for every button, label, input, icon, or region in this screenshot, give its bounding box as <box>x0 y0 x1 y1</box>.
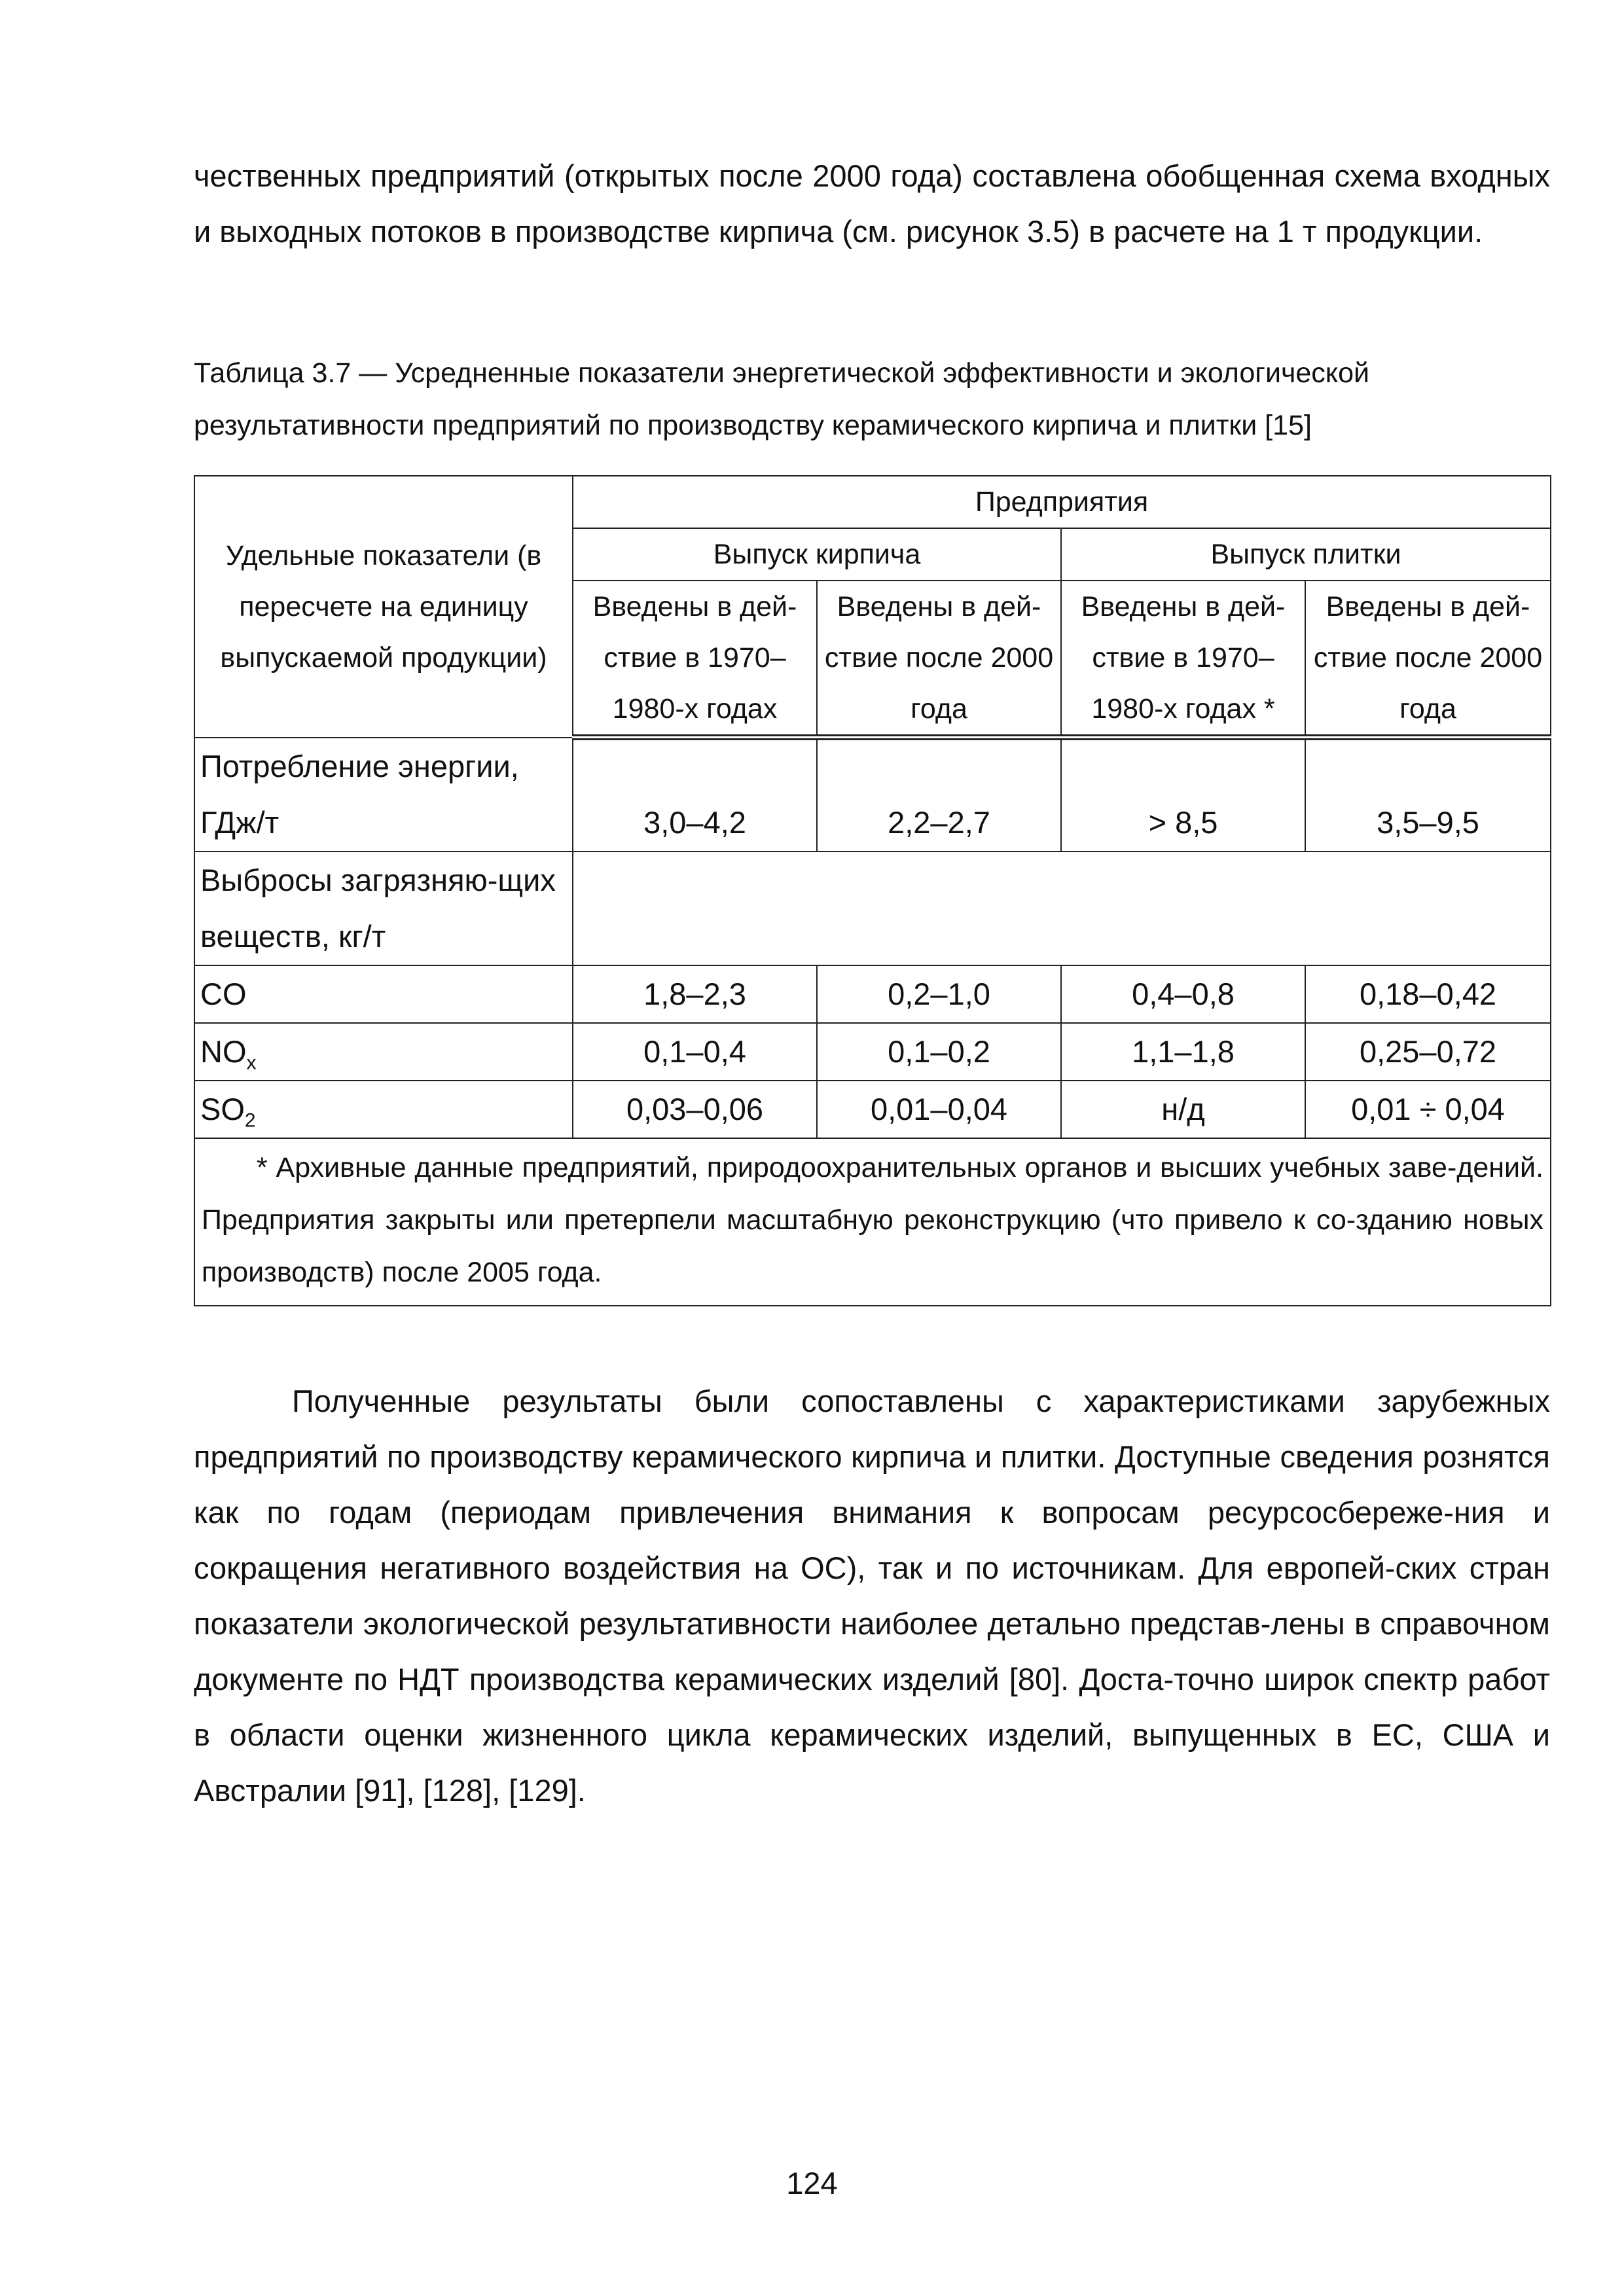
nox-value: 0,1–0,2 <box>817 1023 1061 1081</box>
nox-label: $NO_x$ <box>194 1023 573 1081</box>
nox-value: 1,1–1,8 <box>1061 1023 1305 1081</box>
so2-value: 0,03–0,06 <box>573 1081 817 1138</box>
row-header-cell: Удельные показатели (в пересчете на единицу выпускаемой продукции) <box>194 476 573 738</box>
table-row <box>194 1081 1551 1138</box>
table-caption: Таблица 3.7 — Усредненные показатели энергетической эффективности и экологической результативности предприятий по производству керамического кирпича и плитки [15] <box>194 357 1370 441</box>
energy-label: Потребление энергии, ГДж/т <box>194 738 573 852</box>
intro-paragraph: чественных предприятий (открытых после 2000 года) составлена обобщенная схема входных и выходных потоков в производстве кирпича (см. рисунок 3.5) в расчете на 1 т продукции. <box>194 158 1550 249</box>
emissions-label: Выбросы загрязняю-щих веществ, кг/т <box>194 852 573 965</box>
energy-value: 3,5–9,5 <box>1305 738 1551 852</box>
so2-value: н/д <box>1061 1081 1305 1138</box>
table-row <box>194 738 1551 852</box>
brick-group-header: Выпуск кирпича <box>573 528 1061 581</box>
emissions-empty-cell <box>573 852 1551 965</box>
co-label: CO <box>194 965 573 1023</box>
energy-value: > 8,5 <box>1061 738 1305 852</box>
co-value: 0,2–1,0 <box>817 965 1061 1023</box>
period-header-tile-1970: Введены в дей-ствие в 1970–1980-х годах * <box>1061 581 1305 738</box>
indicators-table <box>194 475 1551 1306</box>
co-value: 0,4–0,8 <box>1061 965 1305 1023</box>
energy-value: 2,2–2,7 <box>817 738 1061 852</box>
nox-value: 0,1–0,4 <box>573 1023 817 1081</box>
table-row <box>194 1023 1551 1081</box>
period-header-tile-2000: Введены в дей-ствие после 2000 года <box>1305 581 1551 738</box>
co-value: 0,18–0,42 <box>1305 965 1551 1023</box>
so2-value: 0,01–0,04 <box>817 1081 1061 1138</box>
tile-group-header: Выпуск плитки <box>1061 528 1551 581</box>
co-value: 1,8–2,3 <box>573 965 817 1023</box>
period-header-brick-2000: Введены в дей-ствие после 2000 года <box>817 581 1061 738</box>
period-header-brick-1970: Введены в дей-ствие в 1970–1980-х годах <box>573 581 817 738</box>
page-number: 124 <box>786 2166 838 2200</box>
table-row <box>194 852 1551 965</box>
so2-value: 0,01 ÷ 0,04 <box>1305 1081 1551 1138</box>
table-row <box>194 965 1551 1023</box>
nox-value: 0,25–0,72 <box>1305 1023 1551 1081</box>
enterprises-header: Предприятия <box>573 476 1551 528</box>
so2-label: $SO_2$ <box>194 1081 573 1138</box>
table-footnote: * Архивные данные предприятий, природоохранительных органов и высших учебных заве-дений. Предприятия закрыты или претерпели масштабную реконструкцию (что привело к со-зданию новых производств) после 2005 года. <box>194 1138 1551 1306</box>
body-paragraph: Полученные результаты были сопоставлены с характеристиками зарубежных предприятий по производству керамического кирпича и плитки. Доступные сведения рознятся как по годам (периодам привлечения внимания к вопросам ресурсосбереже-ния и сокращения негативного воздействия на ОС), так и по источникам. Для европей-ских стран показатели экологической результативности наиболее детально представ-лены в справочном документе по НДТ производства керамических изделий [80]. Доста-точно широк спектр работ в области оценки жизненного цикла керамических изделий, выпущенных в ЕС, США и Австралии [91], [128], [129]. <box>194 1384 1550 1808</box>
energy-value: 3,0–4,2 <box>573 738 817 852</box>
